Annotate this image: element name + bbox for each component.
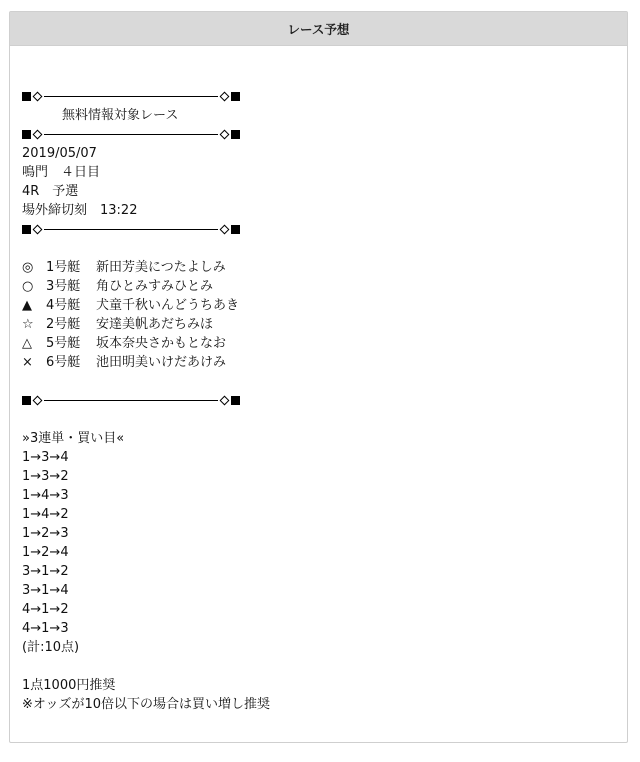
bet-combo: 3→1→4 xyxy=(22,583,69,598)
diamond-icon xyxy=(33,396,43,406)
panel-title: レース予想 xyxy=(10,12,627,46)
diamond-icon xyxy=(220,396,230,406)
prediction-mark: × xyxy=(22,355,33,370)
diamond-icon xyxy=(33,225,43,235)
prediction-mark: ○ xyxy=(22,279,34,294)
square-icon xyxy=(22,396,31,405)
bet-total: (計:10点) xyxy=(22,640,80,655)
square-icon xyxy=(22,225,31,234)
prediction-list xyxy=(22,258,602,372)
bet-combo: 3→1→2 xyxy=(22,564,69,579)
bet-combo: 4→1→2 xyxy=(22,602,69,617)
boat-number: 4号艇 xyxy=(46,298,81,313)
bet-combo: 1→2→4 xyxy=(22,545,69,560)
prediction-row xyxy=(22,296,602,315)
stake-recommendation: 1点1000円推奨 xyxy=(22,678,116,693)
racer-name: 安達美帆あだちみほ xyxy=(96,317,214,332)
square-icon xyxy=(231,225,240,234)
odds-note: ※オッズが10倍以下の場合は買い増し推奨 xyxy=(22,697,271,712)
prediction-mark: ☆ xyxy=(22,317,34,332)
diamond-icon xyxy=(220,225,230,235)
square-icon xyxy=(22,130,31,139)
square-icon xyxy=(231,92,240,101)
racer-name: 犬童千秋いんどうちあき xyxy=(96,298,240,313)
bets-heading: »3連単・買い目« xyxy=(22,431,125,446)
prediction-row xyxy=(22,334,602,353)
square-icon xyxy=(231,130,240,139)
race-name: 4R 予選 xyxy=(22,184,79,199)
bet-combo: 1→4→2 xyxy=(22,507,69,522)
bet-combo: 1→2→3 xyxy=(22,526,69,541)
bet-combo: 1→4→3 xyxy=(22,488,69,503)
bet-combo: 4→1→3 xyxy=(22,621,69,636)
boat-number: 1号艇 xyxy=(46,260,81,275)
square-icon xyxy=(231,396,240,405)
prediction-content xyxy=(22,68,602,714)
diamond-icon xyxy=(220,92,230,102)
prediction-mark: ◎ xyxy=(22,260,34,275)
racer-name: 坂本奈央さかもとなお xyxy=(96,336,227,351)
boat-number: 5号艇 xyxy=(46,336,81,351)
prediction-row xyxy=(22,353,602,372)
prediction-mark: △ xyxy=(22,336,32,351)
venue-day: 鳴門 ４日目 xyxy=(22,165,101,180)
race-date: 2019/05/07 xyxy=(22,146,97,161)
diamond-icon xyxy=(33,92,43,102)
racer-name: 新田芳美につたよしみ xyxy=(96,260,226,275)
prediction-row xyxy=(22,277,602,296)
bet-combo: 1→3→4 xyxy=(22,450,69,465)
racer-name: 角ひとみすみひとみ xyxy=(96,279,214,294)
prediction-row xyxy=(22,315,602,334)
square-icon xyxy=(22,92,31,101)
racer-name: 池田明美いけだあけみ xyxy=(96,355,227,370)
prediction-row xyxy=(22,258,602,277)
boat-number: 3号艇 xyxy=(46,279,81,294)
diamond-icon xyxy=(220,130,230,140)
divider xyxy=(22,87,602,106)
deadline: 場外締切刻 13:22 xyxy=(22,203,138,218)
divider xyxy=(22,391,602,410)
boat-number: 2号艇 xyxy=(46,317,81,332)
bet-combo-list xyxy=(22,448,602,638)
diamond-icon xyxy=(33,130,43,140)
boat-number: 6号艇 xyxy=(46,355,81,370)
bet-combo: 1→3→2 xyxy=(22,469,69,484)
divider xyxy=(22,125,602,144)
prediction-mark: ▲ xyxy=(22,298,32,313)
divider xyxy=(22,220,602,239)
free-info-banner: 無料情報対象レース xyxy=(62,108,179,123)
